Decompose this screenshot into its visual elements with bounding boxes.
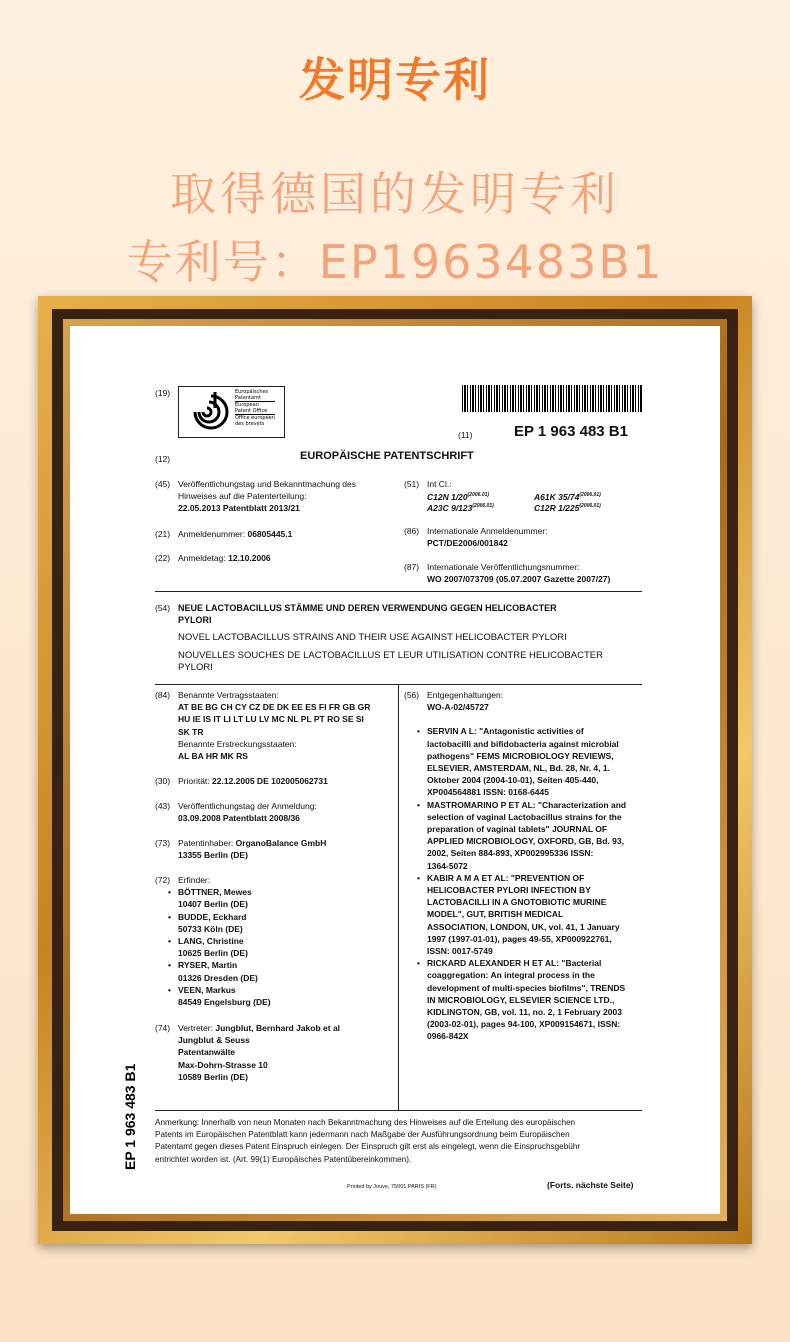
inventor-item: • RYSER, Martin 01326 Dresden (DE): [168, 959, 393, 983]
code-43: (43): [155, 801, 171, 811]
code-54: (54): [155, 603, 171, 613]
column-divider: [398, 684, 399, 1110]
code-72: (72): [155, 875, 171, 885]
int-cl-label: Int Cl.:: [427, 479, 452, 489]
code-30: (30): [155, 776, 171, 786]
divider: [155, 1110, 642, 1111]
epo-logo: [178, 386, 285, 438]
patent-owner: Patentinhaber: OrganoBalance GmbH 13355 Berlin (DE): [178, 838, 327, 861]
page-title: 发明专利: [299, 53, 491, 107]
code-84: (84): [155, 690, 171, 700]
int-cl-item: C12R $1/225^{(2006.01)}$: [534, 502, 601, 513]
document-type: EUROPÄISCHE PATENTSCHRIFT: [300, 450, 474, 462]
reference-item: • MASTROMARINO P ET AL: "Characterization and selection of vaginal Lactobacillus strains for the preparation of vaginal tablets" JOURNAL OF APPLIED MICROBIOLOGY, OXFORD, GB, Bd. 93, 2002, Seiten 884-893, XP002995336 ISSN: 1364-5072: [417, 799, 643, 872]
inventor-item: • BUDDE, Eckhard 50733 Köln (DE): [168, 911, 393, 935]
inventor-item: • LANG, Christine 10625 Berlin (DE): [168, 935, 393, 959]
code-73: (73): [155, 838, 171, 848]
patent-number: EP 1 963 483 B1: [514, 423, 628, 440]
code-45: (45): [155, 479, 171, 489]
code-21: (21): [155, 529, 171, 539]
reference-item: • SERVIN A L: "Antagonistic activities of lactobacilli and bifidobacteria against microbial pathogens" FEMS MICROBIOLOGY REVIEWS, ELSEVIER, AMSTERDAM, NL, Bd. 28, Nr. 4, 1. Oktober 2004 (2004-10-01), Seiten 405-440, XP004564881 ISSN: 0168-6445: [417, 725, 643, 798]
application-number: Anmeldenummer: 06805445.1: [178, 529, 293, 539]
inventors: Erfinder: • BÖTTNER, Mewes 10407 Berlin (DE) • BUDDE, Eckhard 50733 Köln (DE) • LANG, Christine 10625 Berlin (DE) • RYSER, Martin 01326 Dresden (DE) • VEEN, Markus 84549 Engelsburg (DE): [178, 874, 393, 1008]
code-86: (86): [404, 526, 420, 536]
code-87: (87): [404, 562, 420, 572]
code-12: (12): [155, 454, 171, 464]
divider: [155, 591, 642, 592]
opposition-note: Anmerkung: Innerhalb von neun Monaten nach Bekanntmachung des Hinweises auf die Erteilung des europäischen Patents im Europäischen Patentblatt kann jedermann nach Maßgabe der Ausführungsordnung beim Europäischen Patentamt gegen dieses Patent Einspruch einlegen. Der Einspruch gilt erst als eingelegt, wenn die Einspruchsgebühr entrichtet worden ist. (Art. 99(1) Europäisches Patentübereinkommen).: [155, 1118, 581, 1164]
epo-emblem-icon: [181, 388, 233, 436]
barcode: [462, 385, 642, 412]
code-74: (74): [155, 1023, 171, 1033]
title-french: NOUVELLES SOUCHES DE LACTOBACILLUS ET LEUR UTILISATION CONTRE HELICOBACTER PYLORI: [178, 650, 603, 674]
side-patent-number: EP 1 963 483 B1: [122, 1063, 138, 1170]
designated-states: Benannte Vertragsstaaten: AT BE BG CH CY CZ DE DK EE ES FI FR GB GR HU IE IS IT LI LT LU LV MC NL PL PT RO SE SI SK TR Benannte Erstreckungsstaaten: AL BA HR MK RS: [178, 690, 371, 762]
int-cl-item: A61K $35/74^{(2006.01)}$: [534, 491, 601, 502]
int-cl-item: C12N $1/20^{(2006.01)}$: [427, 491, 490, 502]
subtitle-line-2: 专利号：EP1963483B1: [126, 235, 664, 289]
continued-note: (Forts. nächste Seite): [547, 1180, 634, 1190]
code-19: (19): [155, 388, 171, 398]
code-51: (51): [404, 479, 420, 489]
reference-item: • RICKARD ALEXANDER H ET AL: "Bacterial coaggregation: An integral process in the development of multi-species biofilms", TRENDS IN MICROBIOLOGY, ELSEVIER SCIENCE LTD., KIDLINGTON, GB, vol. 11, no. 2, 1 February 2003 (2003-02-01), pages 94-100, XP009154671, ISSN: 0966-842X: [417, 957, 643, 1042]
priority: Priorität: 22.12.2005 DE 102005062731: [178, 776, 328, 786]
cited-references: Entgegenhaltungen: WO-A-02/45727 • SERVIN A L: "Antagonistic activities of lactobacilli and bifidobacteria against microbial pathogens" FEMS MICROBIOLOGY REVIEWS, ELSEVIER, AMSTERDAM, NL, Bd. 28, Nr. 4, 1. Oktober 2004 (2004-10-01), Seiten 405-440, XP004564881 ISSN: 0168-6445 • MASTROMARINO P ET AL: "Characterization and selection of vaginal Lactobacillus strains for the preparation of vaginal tablets" JOURNAL OF APPLIED MICROBIOLOGY, OXFORD, GB, Bd. 93, 2002, Seiten 884-893, XP002995336 ISSN: 1364-5072 • KABIR A M A ET AL: "PREVENTION OF HELICOBACTER PYLORI INFECTION BY LACTOBACILLI IN A GNOTOBIOTIC MURINE MODEL", GUT, BRITISH MEDICAL ASSOCIATION, LONDON, UK, vol. 41, 1 January 1997 (1997-01-01), pages 49-55, XP000922761, ISSN: 0017-5749 • RICKARD ALEXANDER H ET AL: "Bacterial coaggregation: An integral process in the development of multi-species biofilms", TRENDS IN MICROBIOLOGY, ELSEVIER SCIENCE LTD., KIDLINGTON, GB, vol. 11, no. 2, 1 February 2003 (2003-02-01), pages 94-100, XP009154671, ISSN: 0966-842X: [427, 689, 643, 1043]
code-56: (56): [404, 690, 420, 700]
application-date: Anmeldetag: 12.10.2006: [178, 553, 271, 563]
international-application: Internationale Anmeldenummer: PCT/DE2006/001842: [427, 526, 548, 549]
inventor-item: • VEEN, Markus 84549 Engelsburg (DE): [168, 984, 393, 1008]
subtitle-line-1: 取得德国的发明专利: [170, 167, 620, 221]
grant-publication: Veröffentlichungstag und Bekanntmachung des Hinweises auf die Patenterteilung: 22.05.2013 Patentblatt 2013/21: [178, 479, 357, 514]
reference-item: • KABIR A M A ET AL: "PREVENTION OF HELICOBACTER PYLORI INFECTION BY LACTOBACILLI IN A GNOTOBIOTIC MURINE MODEL", GUT, BRITISH MEDICAL ASSOCIATION, LONDON, UK, vol. 41, 1 January 1997 (1997-01-01), pages 49-55, XP000922761, ISSN: 0017-5749: [417, 872, 643, 957]
title-english: NOVEL LACTOBACILLUS STRAINS AND THEIR USE AGAINST HELICOBACTER PYLORI: [178, 632, 567, 643]
office-name: Europäisches Patentamt European Patent Office Office européen des brevets: [235, 389, 275, 427]
int-cl-item: A23C $9/123^{(2006.01)}$: [427, 502, 494, 513]
representative: Vertreter: Jungblut, Bernhard Jakob et al Jungblut & Seuss Patentanwälte Max-Dohrn-Strasse 10 10589 Berlin (DE): [178, 1023, 341, 1082]
code-11: (11): [458, 430, 473, 440]
title-german: NEUE LACTOBACILLUS STÄMME UND DEREN VERWENDUNG GEGEN HELICOBACTER PYLORI: [178, 603, 557, 626]
inventor-item: • BÖTTNER, Mewes 10407 Berlin (DE): [168, 886, 393, 910]
printer-info: Printed by Jouve, 75001 PARIS (FR): [347, 1184, 437, 1190]
international-publication: Internationale Veröffentlichungsnummer: WO 2007/073709 (05.07.2007 Gazette 2007/27): [427, 562, 611, 585]
application-publication: Veröffentlichungstag der Anmeldung: 03.09.2008 Patentblatt 2008/36: [178, 801, 317, 824]
code-22: (22): [155, 553, 171, 563]
